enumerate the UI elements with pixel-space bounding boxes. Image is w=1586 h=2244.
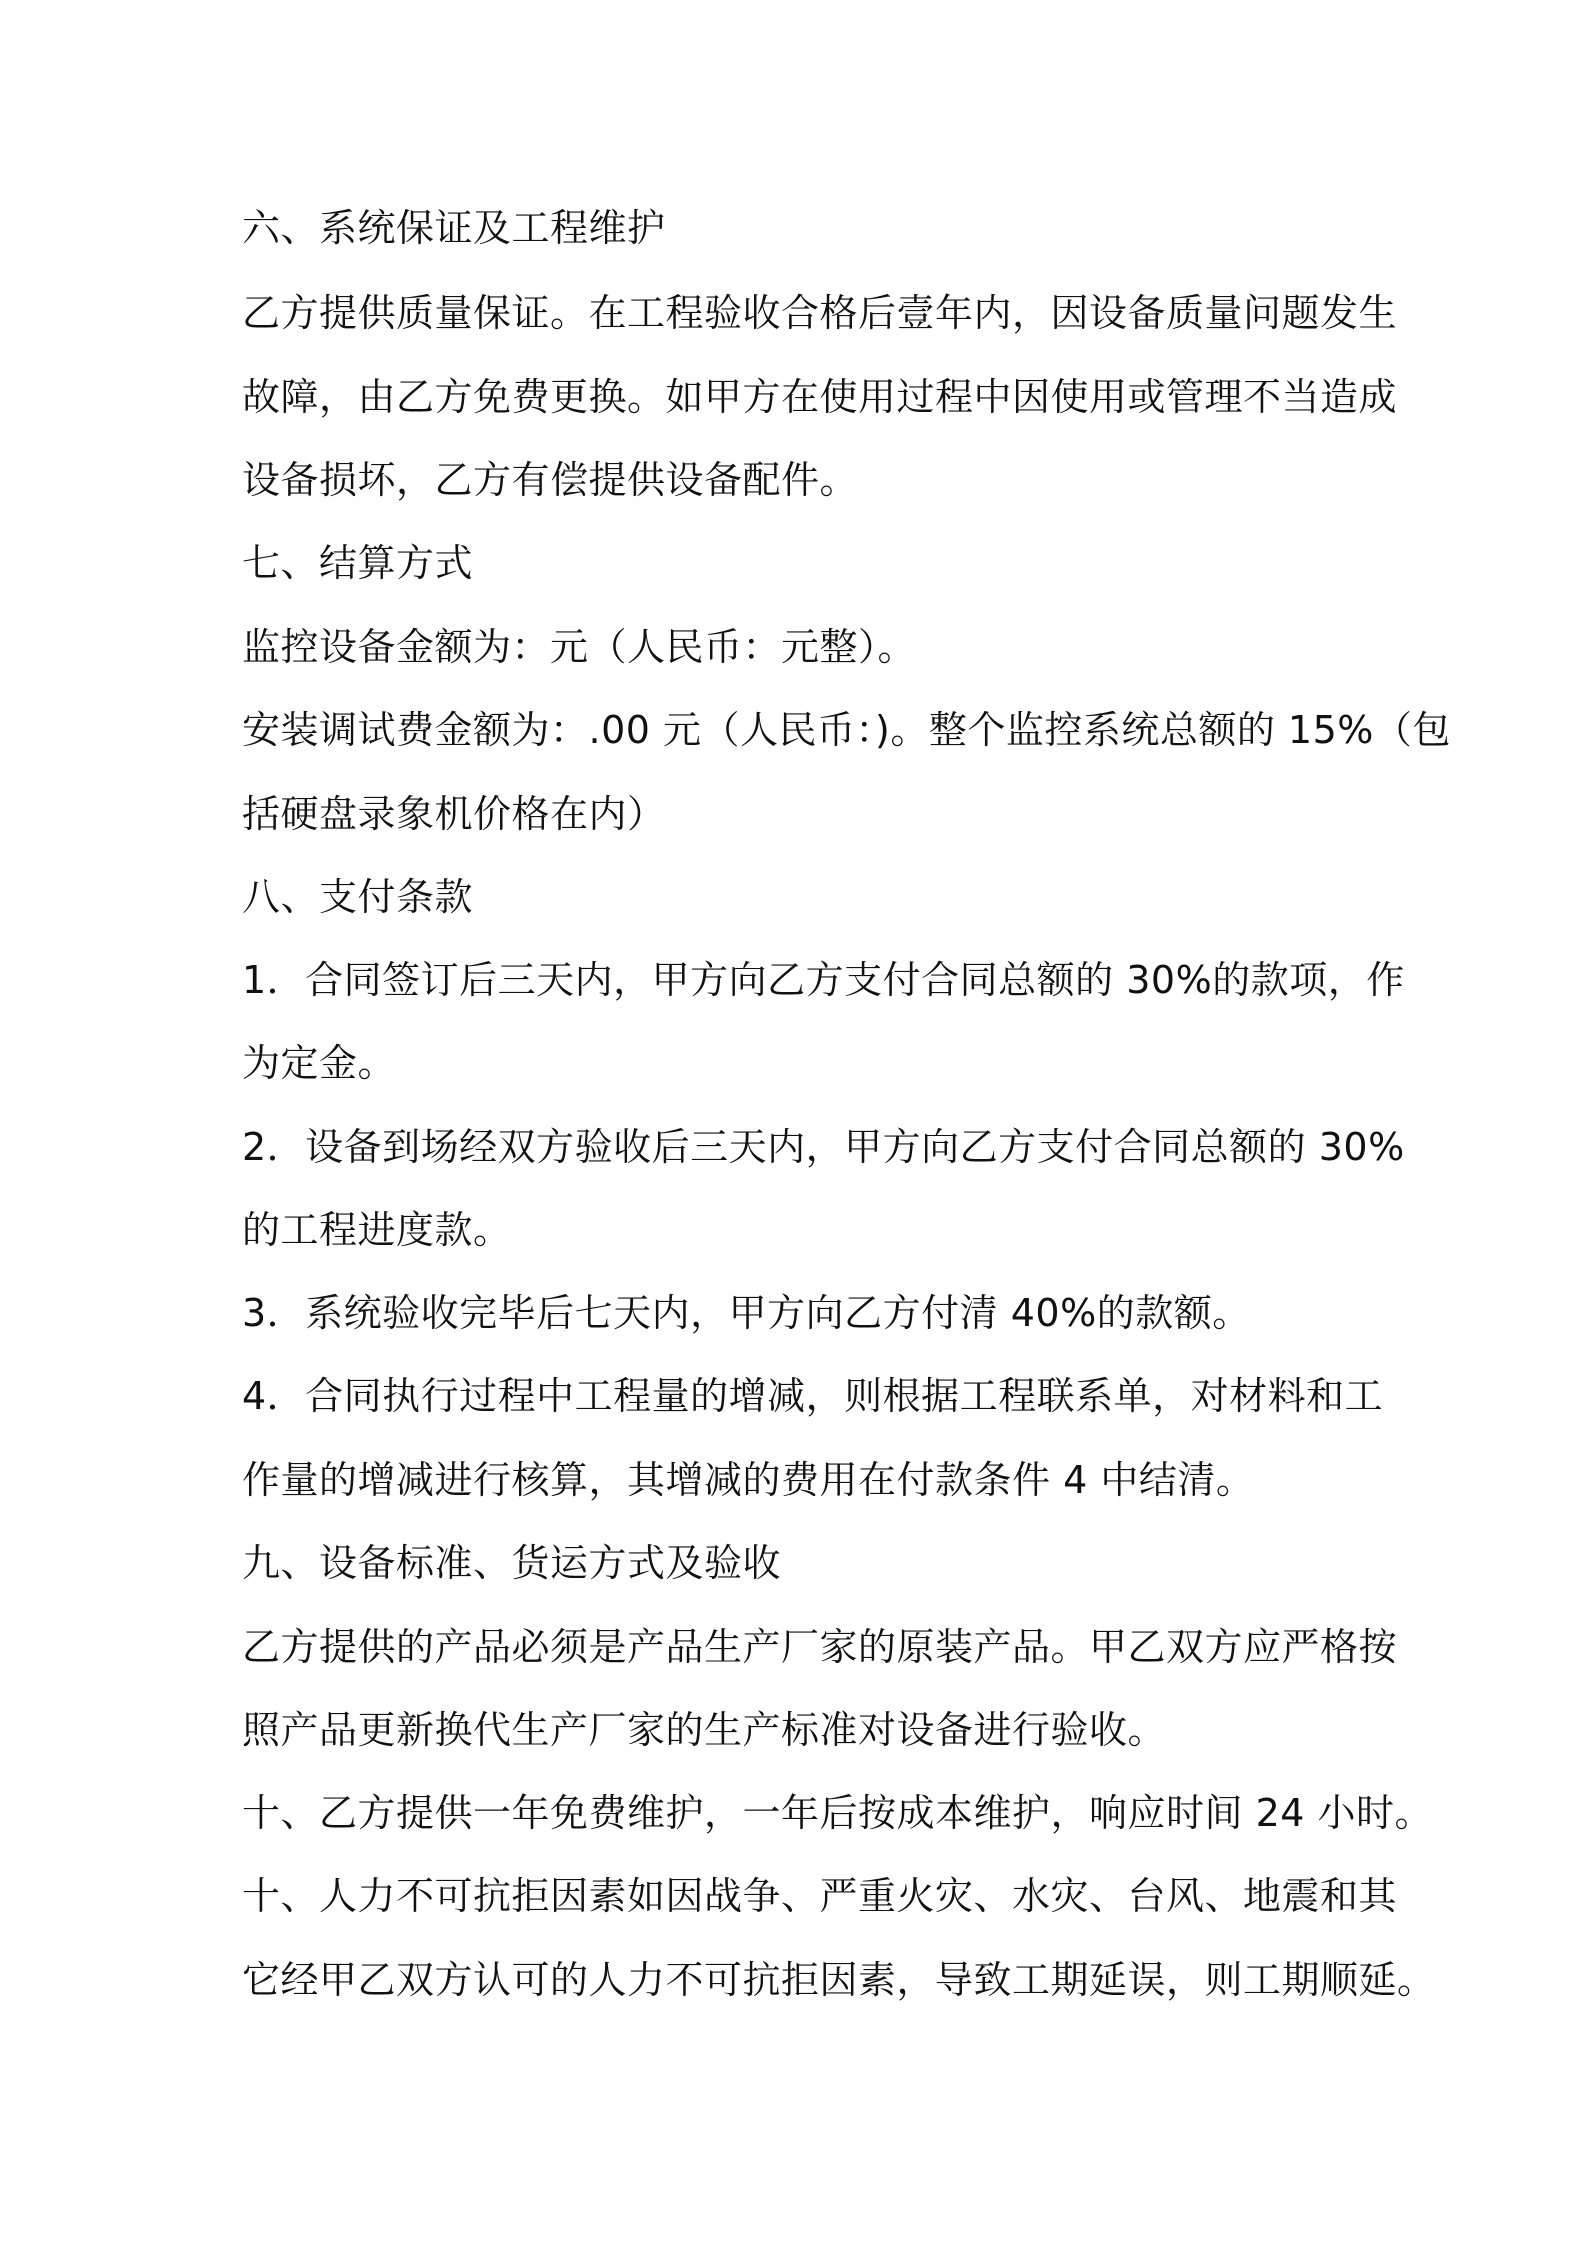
section-heading-warranty: 六、系统保证及工程维护 [242,206,666,250]
force-majeure-line: 十、人力不可抗拒因素如因战争、严重火灾、水灾、台风、地震和其 [242,1874,1398,1918]
payment-line: 作量的增减进行核算，其增减的费用在付款条件 4 中结清。 [242,1458,1255,1502]
section-heading-payment: 八、支付条款 [242,875,474,919]
settlement-line: 监控设备金额为：元（人民币：元整）。 [242,625,917,669]
warranty-line: 故障，由乙方免费更换。如甲方在使用过程中因使用或管理不当造成 [242,375,1398,419]
settlement-line: 括硬盘录象机价格在内） [242,792,666,836]
section-heading-settlement: 七、结算方式 [242,541,474,585]
force-majeure-line: 它经甲乙双方认可的人力不可抗拒因素，导致工期延误，则工期顺延。 [242,1958,1436,2002]
standards-line: 乙方提供的产品必须是产品生产厂家的原装产品。甲乙双方应严格按 [242,1625,1398,1669]
payment-line: 的工程进度款。 [242,1208,512,1252]
payment-line: 2．设备到场经双方验收后三天内，甲方向乙方支付合同总额的 30% [242,1125,1405,1169]
payment-line: 4．合同执行过程中工程量的增减，则根据工程联系单，对材料和工 [242,1374,1384,1418]
standards-line: 照产品更新换代生产厂家的生产标准对设备进行验收。 [242,1708,1167,1752]
section-heading-standards: 九、设备标准、货运方式及验收 [242,1541,782,1585]
payment-line: 1．合同签订后三天内，甲方向乙方支付合同总额的 30%的款项，作 [242,958,1405,1002]
warranty-line: 乙方提供质量保证。在工程验收合格后壹年内，因设备质量问题发生 [242,291,1398,335]
payment-line: 为定金。 [242,1041,397,1085]
maintenance-clause: 十、乙方提供一年免费维护，一年后按成本维护，响应时间 24 小时。 [242,1791,1434,1835]
warranty-line: 设备损坏，乙方有偿提供设备配件。 [242,458,859,502]
payment-line: 3．系统验收完毕后七天内，甲方向乙方付清 40%的款额。 [242,1291,1251,1335]
settlement-line: 安装调试费金额为：.00 元（人民币：)。整个监控系统总额的 15%（包 [242,708,1451,752]
